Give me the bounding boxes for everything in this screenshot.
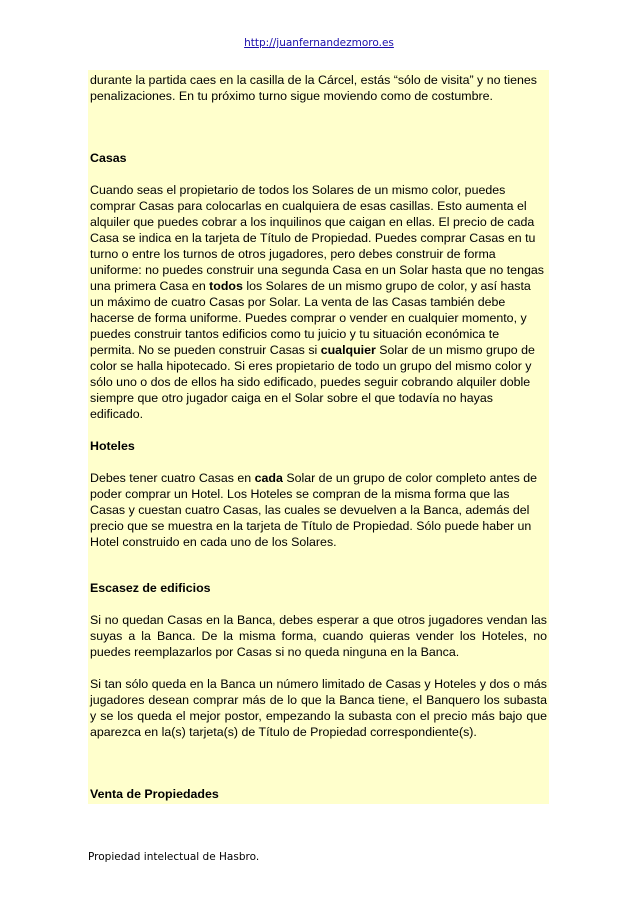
casas-bold-todos: todos [209, 279, 243, 293]
hoteles-bold-cada: cada [254, 471, 283, 485]
venta-heading: Venta de Propiedades [90, 787, 219, 801]
intro-paragraph: durante la partida caes en la casilla de la Cárcel, estás “sólo de visita” y no tienes penalizaciones. En tu próximo turno sigue moviendo como de costumbre. [90, 73, 537, 103]
casas-text-3: Solar de un mismo grupo de color se halla hipotecado. Si eres propietario de todo un grupo del mismo color y sólo uno o dos de ellos ha sido edificado, puedes seguir cobrando alquiler doble siempre que otro jugador caiga en el Solar sobre el que todavía no hayas edificado. [90, 343, 535, 421]
escasez-paragraph-1: Si no quedan Casas en la Banca, debes esperar a que otros jugadores vendan las suyas a la Banca. De la misma forma, cuando quieras vender los Hoteles, no puedes reemplazarlos por Casas si no queda ninguna en la Banca. [90, 613, 547, 659]
hoteles-text-1: Debes tener cuatro Casas en [90, 471, 255, 485]
casas-text-2: los Solares de un mismo grupo de color, y así hasta un máximo de cuatro Casas por Solar. La venta de las Casas también debe hacerse de forma uniforme. Puedes comprar o vender en cualquier momento, y puedes construir tantos edificios como tu juicio y tu situación económica te permita. No se pueden construir Casas si [90, 279, 531, 357]
document-body [88, 70, 549, 804]
casas-bold-cualquier: cualquier [320, 343, 376, 357]
casas-text-1: Cuando seas el propietario de todos los Solares de un mismo color, puedes comprar Casas para colocarlas en cualquiera de esas casillas. Esto aumenta el alquiler que puedes cobrar a los inquilinos que caigan en ellas. El precio de cada Casa se indica en la tarjeta de Título de Propiedad. Puedes comprar Casas en tu turno o entre los turnos de otros jugadores, pero debes construir de forma uniforme: no puedes construir una segunda Casa en un Solar hasta que no tengas una primera Casa en [90, 183, 544, 293]
escasez-paragraph-2: Si tan sólo queda en la Banca un número limitado de Casas y Hoteles y dos o más jugadores desean comprar más de lo que la Banca tiene, el Banquero los subasta y se los queda el mejor postor, empezando la subasta con el precio más bajo que aparezca en la(s) tarjeta(s) de Título de Propiedad correspondiente(s). [90, 677, 547, 739]
casas-heading: Casas [90, 151, 127, 165]
header-url-link[interactable]: http://juanfernandezmoro.es [244, 37, 394, 49]
casas-paragraph [90, 182, 547, 422]
escasez-heading: Escasez de edificios [90, 581, 211, 595]
hoteles-paragraph [90, 470, 547, 550]
hoteles-heading: Hoteles [90, 439, 135, 453]
hoteles-text-2: Solar de un grupo de color completo antes de poder comprar un Hotel. Los Hoteles se compran de la misma forma que las Casas y cuestan cuatro Casas, las cuales se devuelven a la Banca, además del precio que se muestra en la tarjeta de Título de Propiedad. Sólo puede haber un Hotel construido en cada uno de los Solares. [90, 471, 538, 549]
footer-text: Propiedad intelectual de Hasbro. [88, 851, 260, 863]
